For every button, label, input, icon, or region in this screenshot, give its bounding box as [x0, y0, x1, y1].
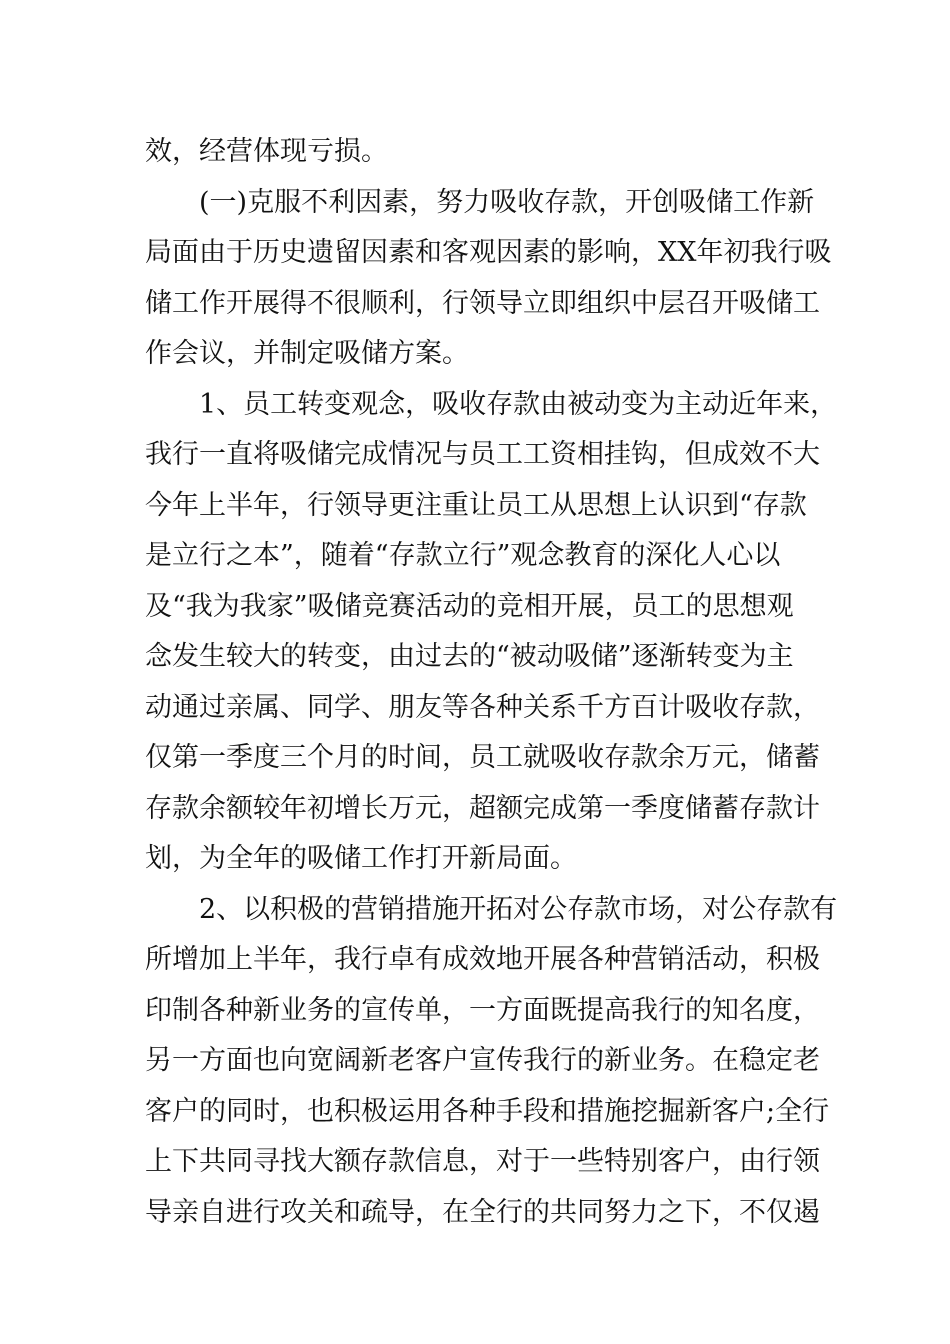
- text-line: 客户的同时，也积极运用各种手段和措施挖掘新客户;全行: [145, 1096, 830, 1127]
- text-line: 局面由于历史遗留因素和客观因素的影响，XX年初我行吸: [145, 237, 832, 268]
- text-line: 存款余额较年初增长万元，超额完成第一季度储蓄存款计: [145, 793, 820, 824]
- text-line: 所增加上半年，我行卓有成效地开展各种营销活动，积极: [145, 944, 820, 975]
- text-line: 印制各种新业务的宣传单，一方面既提高我行的知名度，: [145, 995, 820, 1026]
- text-line: 划，为全年的吸储工作打开新局面。: [145, 843, 577, 874]
- text-line: 今年上半年，行领导更注重让员工从思想上认识到“存款: [145, 490, 807, 521]
- text-line: 1、员工转变观念，吸收存款由被动变为主动近年来，: [199, 389, 838, 420]
- text-line: 储工作开展得不很顺利，行领导立即组织中层召开吸储工: [145, 288, 820, 319]
- text-line: 上下共同寻找大额存款信息，对于一些特别客户，由行领: [145, 1146, 820, 1177]
- text-line: 是立行之本”，随着“存款立行”观念教育的深化人心以: [145, 540, 781, 571]
- text-line: 念发生较大的转变，由过去的“被动吸储”逐渐转变为主: [145, 641, 794, 672]
- text-line: 动通过亲属、同学、朋友等各种关系千方百计吸收存款，: [145, 692, 820, 723]
- text-line: 仅第一季度三个月的时间，员工就吸收存款余万元，储蓄: [145, 742, 820, 773]
- text-line: 导亲自进行攻关和疏导，在全行的共同努力之下，不仅遏: [145, 1197, 820, 1228]
- text-line: 作会议，并制定吸储方案。: [145, 338, 469, 369]
- text-line: 效，经营体现亏损。: [145, 136, 388, 167]
- text-line: (一)克服不利因素，努力吸收存款，开创吸储工作新: [199, 187, 815, 218]
- text-line: 及“我为我家”吸储竞赛活动的竞相开展，员工的思想观: [145, 591, 794, 622]
- text-line: 我行一直将吸储完成情况与员工工资相挂钩，但成效不大: [145, 439, 820, 470]
- text-line: 另一方面也向宽阔新老客户宣传我行的新业务。在稳定老: [145, 1045, 820, 1076]
- text-line: 2、以积极的营销措施开拓对公存款市场，对公存款有: [199, 894, 838, 925]
